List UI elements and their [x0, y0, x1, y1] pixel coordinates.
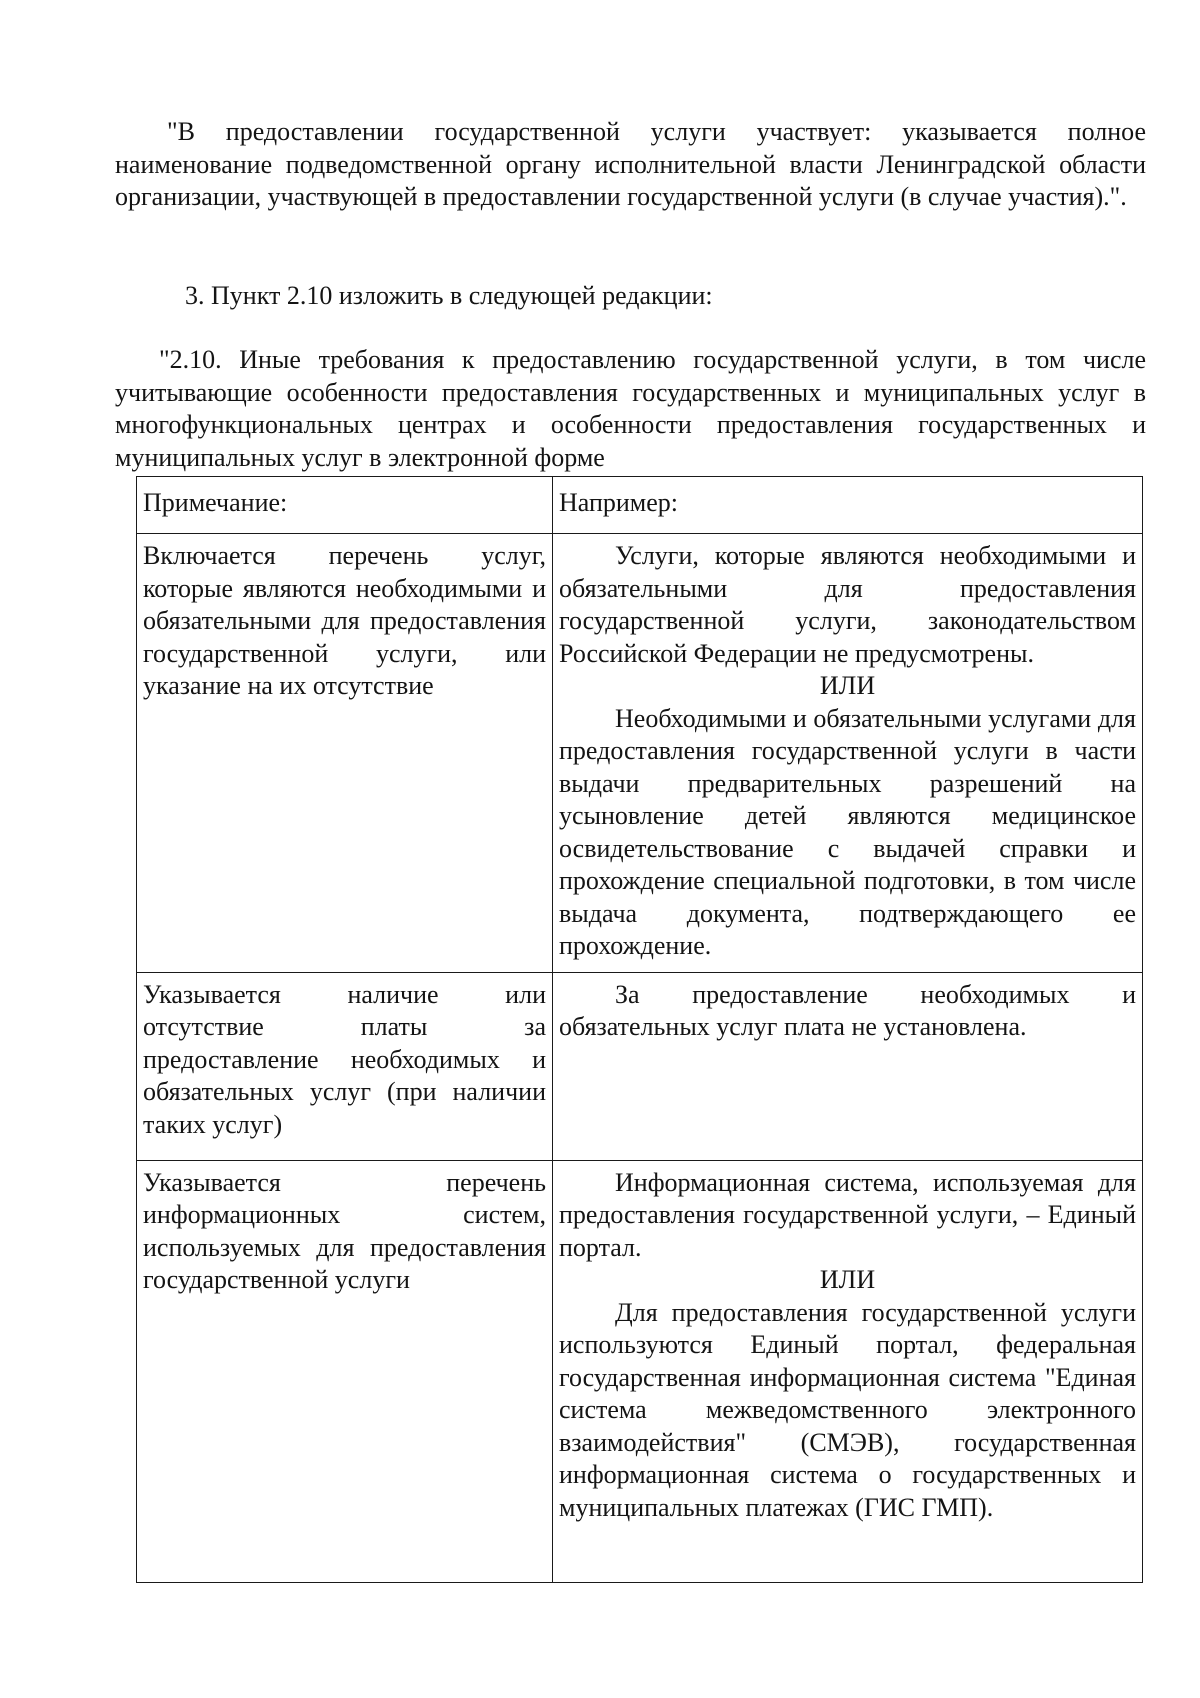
example-cell	[553, 534, 1143, 973]
note-text: Включается перечень услуг, которые являются необходимыми и обязательными для предоставления государственной услуги, или указание на их отсутствие	[143, 541, 546, 700]
example-cell	[553, 1160, 1143, 1582]
or-separator: ИЛИ	[819, 1265, 876, 1294]
example-alt-text: Для предоставления государственной услуги используются Единый портал, федеральная государственная информационная система "Единая система межведомственного электронного взаимодействия" (СМЭВ), государственная информационная система о государственных и муниципальных платежах (ГИС ГМП).	[559, 1297, 1136, 1522]
paragraph-item-3: 3. Пункт 2.10 изложить в следующей редакции:	[185, 281, 713, 310]
table-row	[137, 1160, 1143, 1582]
note-text: Указывается наличие или отсутствие платы за предоставление необходимых и обязательных услуг (при наличии таких услуг)	[143, 979, 546, 1139]
example-text: Услуги, которые являются необходимыми и обязательными для предоставления государственной услуги, законодательством Российской Федерации не предусмотрены.	[559, 541, 1136, 668]
table-row	[137, 534, 1143, 973]
paragraph-participation: "В предоставлении государственной услуги участвует: указывается полное наименование подведомственной органу исполнительной власти Ленинградской области организации, участвующей в предоставлении государственной услуги (в случае участия).".	[115, 117, 1146, 211]
note-cell	[137, 534, 553, 973]
header-note-label: Примечание:	[143, 488, 288, 517]
or-separator: ИЛИ	[819, 671, 876, 700]
note-cell	[137, 972, 553, 1160]
header-example-cell	[553, 477, 1143, 534]
requirements-table	[136, 476, 1143, 1583]
note-text: Указывается перечень информационных систем, используемых для предоставления государственной услуги	[143, 1167, 546, 1294]
table-row	[137, 972, 1143, 1160]
header-example-label: Например:	[559, 488, 679, 517]
table-header-row	[137, 477, 1143, 534]
header-note-cell	[137, 477, 553, 534]
example-text: За предоставление необходимых и обязательных услуг плата не установлена.	[559, 979, 1136, 1041]
paragraph-2-10: "2.10. Иные требования к предоставлению государственной услуги, в том числе учитывающие особенности предоставления государственных и муниципальных услуг в многофункциональных центрах и особенности предоставления государственных и муниципальных услуг в электронной форме	[115, 345, 1146, 472]
example-text: Информационная система, используемая для предоставления государственной услуги, – Единый портал.	[559, 1167, 1136, 1262]
example-cell	[553, 972, 1143, 1160]
example-alt-text: Необходимыми и обязательными услугами для предоставления государственной услуги в части выдачи предварительных разрешений на усыновление детей являются медицинское освидетельствование с выдачей справки и прохождение специальной подготовки, в том числе выдача документа, подтверждающего ее прохождение.	[559, 703, 1136, 960]
note-cell	[137, 1160, 553, 1582]
